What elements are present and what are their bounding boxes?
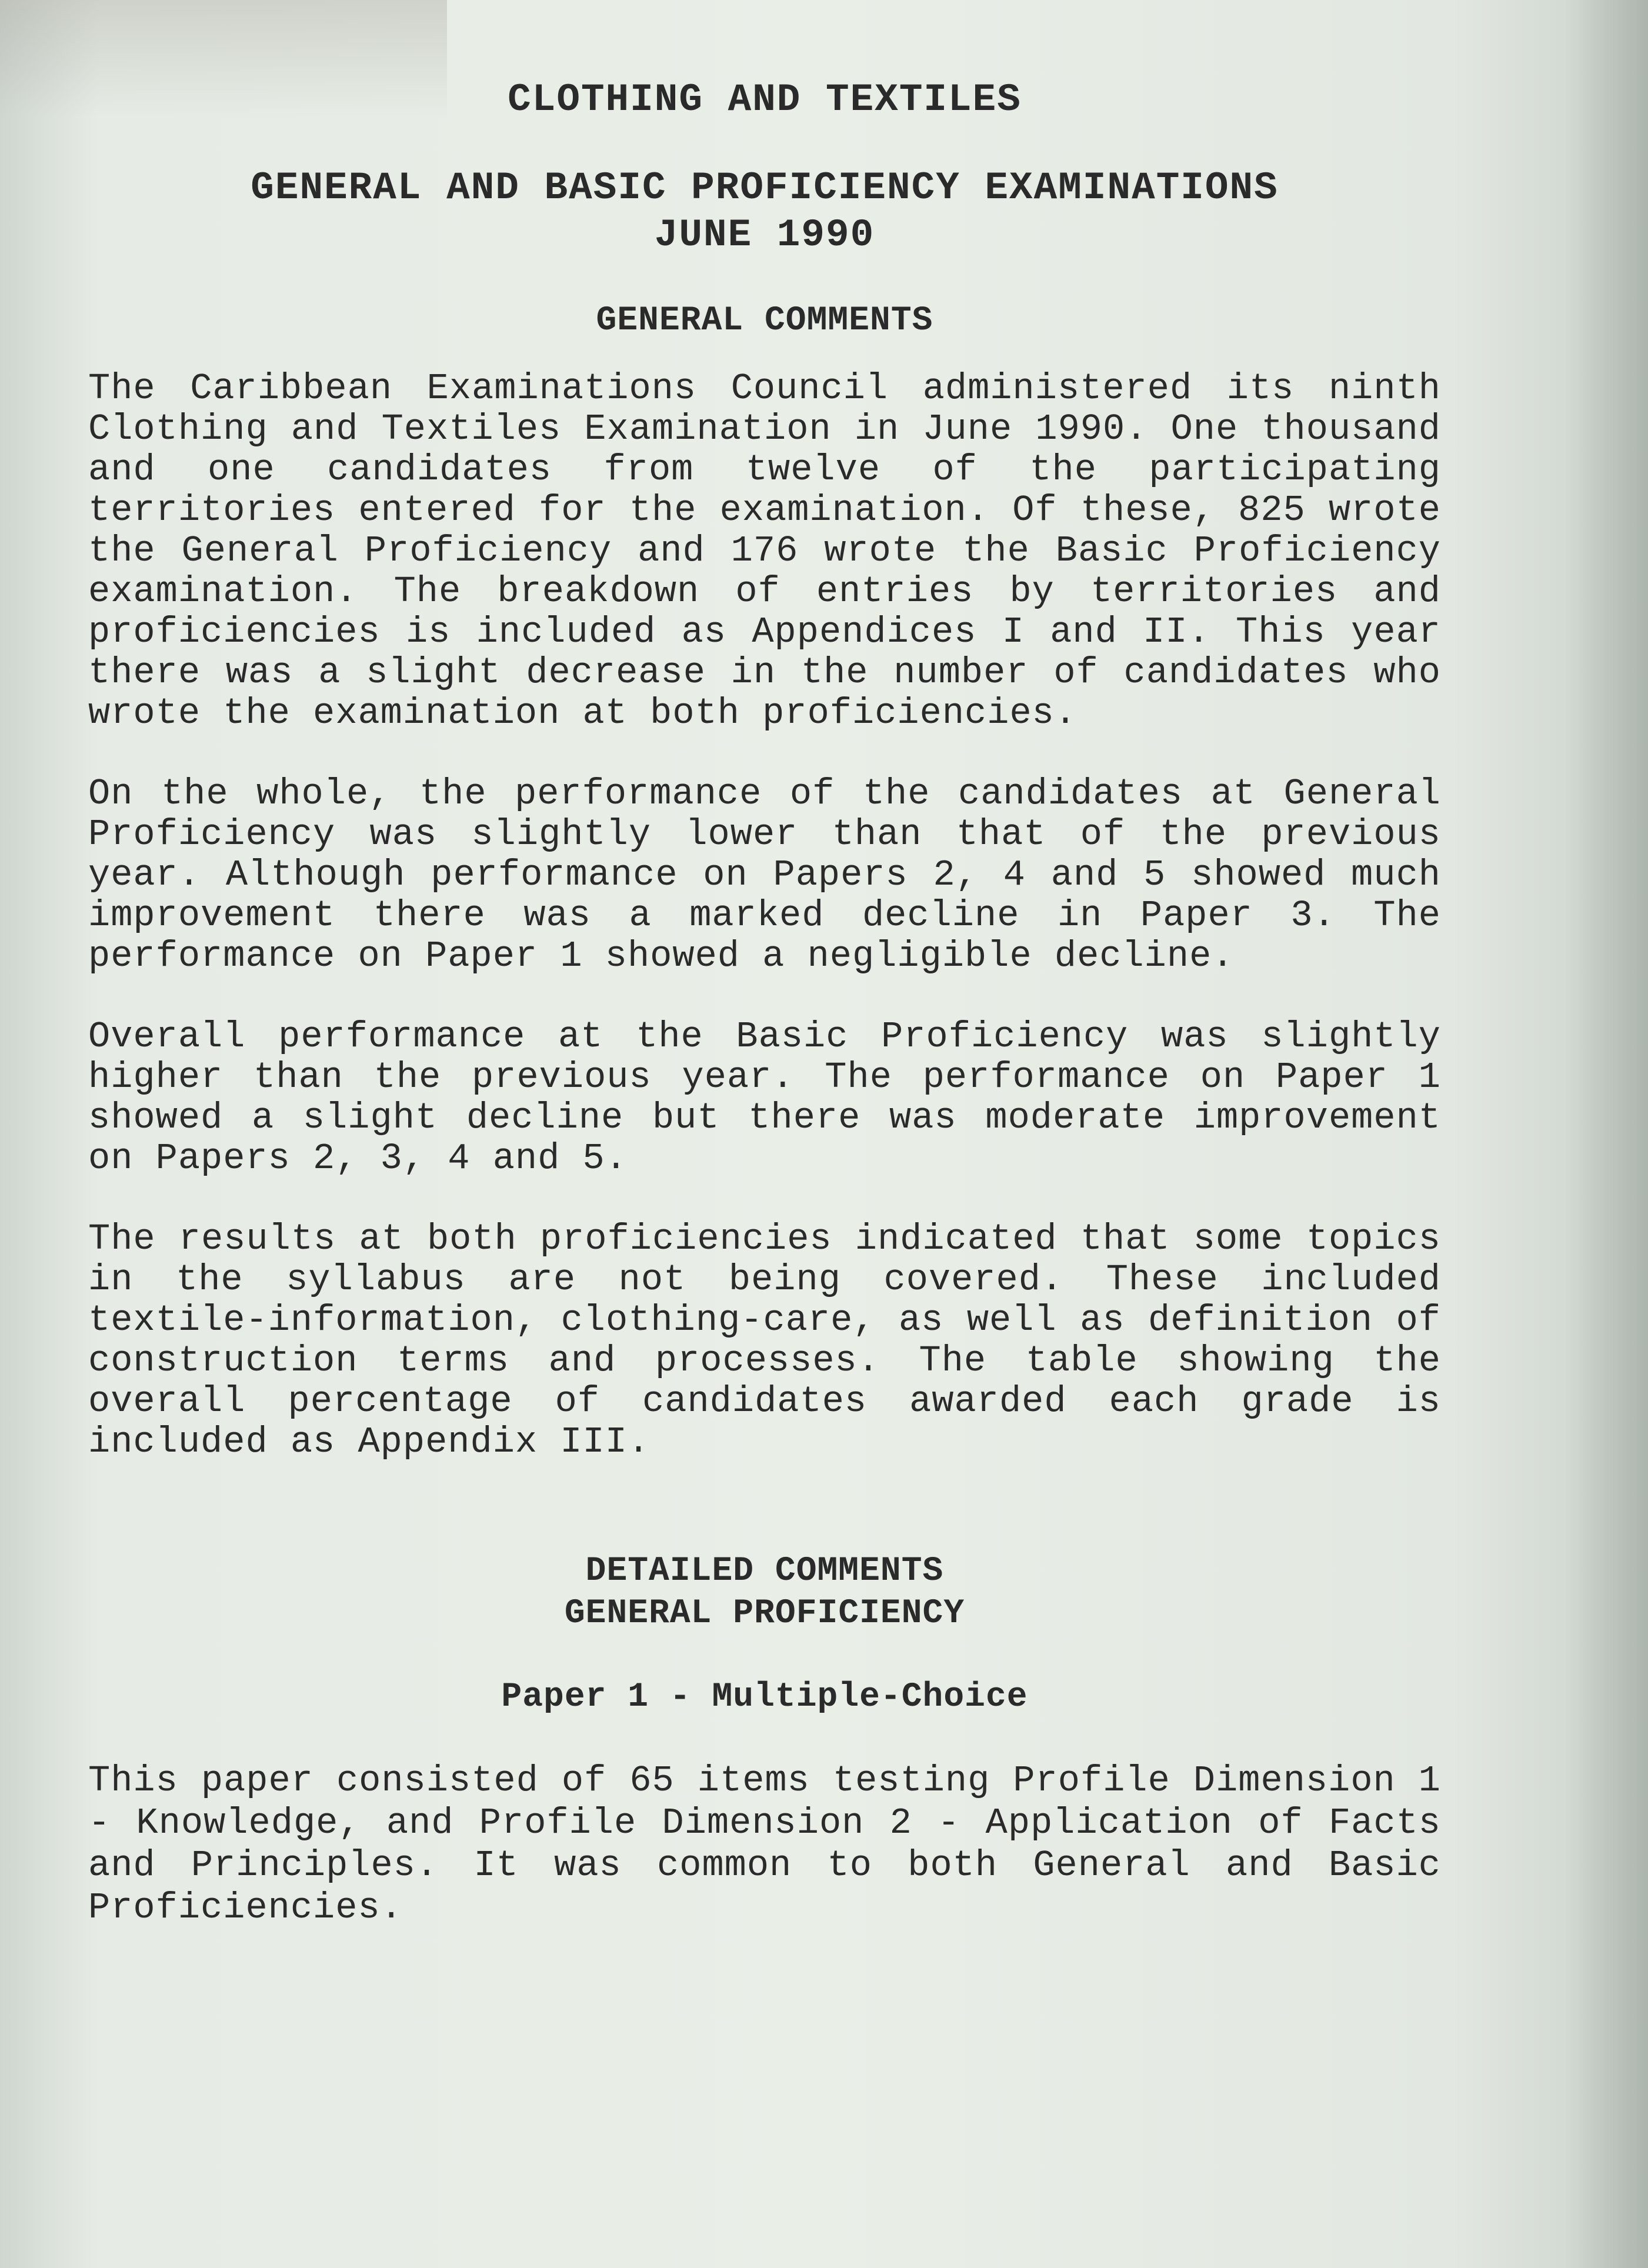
paper1-paragraph: This paper consisted of 65 items testing Profile Dimension 1 - Knowledge, and Profile Dimension 2 - Application of Facts and Principles. It was common to both General and Basic Proficiencies. [88, 1760, 1441, 1929]
paragraph-4: The results at both proficiencies indicated that some topics in the syllabus are not being covered. These included textile-information, clothing-care, as well as definition of construction terms and processes. The table showing the overall percentage of candidates awarded each grade is included as Appendix III. [88, 1218, 1441, 1463]
paragraph-2: On the whole, the performance of the candidates at General Proficiency was slightly lower than that of the previous year. Although performance on Papers 2, 4 and 5 showed much improvement there was a marked decline in Paper 3. The performance on Paper 1 showed a negligible decline. [88, 773, 1441, 977]
detailed-comments-heading: DETAILED COMMENTS [585, 1552, 944, 1590]
paragraph-3: Overall performance at the Basic Proficiency was slightly higher than the previous year. The performance on Paper 1 showed a slight decline but there was moderate improvement on Papers 2, 3, 4 and 5. [88, 1016, 1441, 1179]
document-title: CLOTHING AND TEXTILES [508, 78, 1022, 122]
general-comments-heading: GENERAL COMMENTS [596, 302, 933, 340]
document-subtitle-line2: JUNE 1990 [654, 213, 875, 257]
general-proficiency-heading: GENERAL PROFICIENCY [564, 1595, 965, 1633]
page-shadow-right [1566, 0, 1648, 2268]
document-subtitle-line1: GENERAL AND BASIC PROFICIENCY EXAMINATIONS [251, 166, 1279, 210]
document-content [88, 76, 1441, 1929]
paragraph-1: The Caribbean Examinations Council administered its ninth Clothing and Textiles Examination in June 1990. One thousand and one candidates from twelve of the participating territories entered for the examination. Of these, 825 wrote the General Proficiency and 176 wrote the Basic Proficiency examination. The breakdown of entries by territories and proficiencies is included as Appendices I and II. This year there was a slight decrease in the number of candidates who wrote the examination at both proficiencies. [88, 368, 1441, 734]
paper1-heading: Paper 1 - Multiple-Choice [501, 1678, 1028, 1716]
